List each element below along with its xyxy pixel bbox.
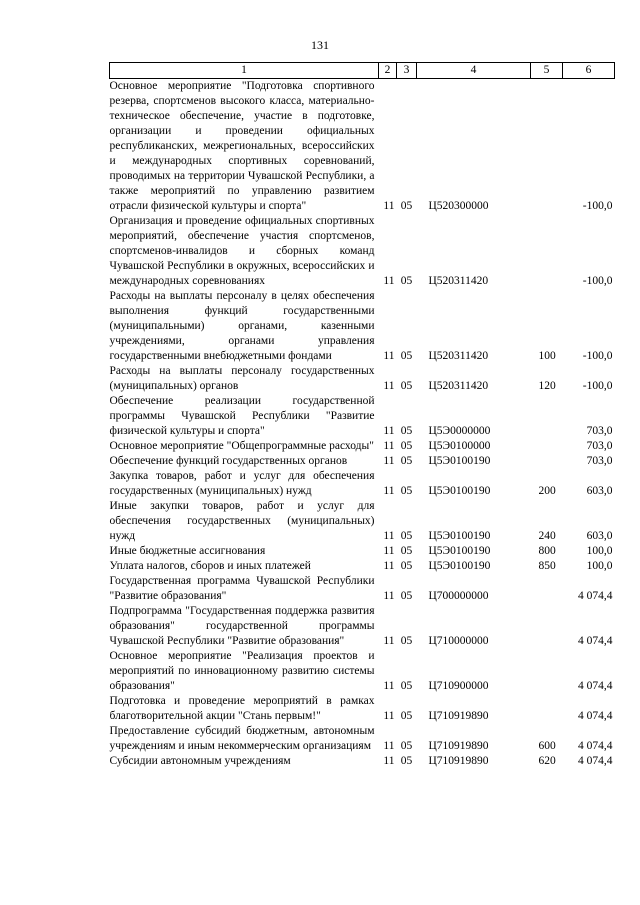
column-header-4: 4: [417, 63, 531, 79]
expense-type-code: 800: [538, 545, 556, 557]
amount: 603,0: [586, 485, 613, 497]
table-row: [110, 754, 615, 769]
budget-table: [109, 62, 615, 769]
row-description: Закупка товаров, работ и услуг для обеспечения государственных (муниципальных) нужд: [109, 470, 375, 497]
table-header: [110, 63, 615, 79]
amount: 4 074,4: [578, 680, 613, 692]
section-code: 11: [383, 485, 395, 497]
expense-type-code: [531, 394, 563, 439]
row-description: Предоставление субсидий бюджетным, автономным учреждениям и иным некоммерческим организациям: [109, 725, 375, 752]
row-description: Расходы на выплаты персоналу государственных (муниципальных) органов: [109, 365, 375, 392]
expense-type-code: [531, 694, 563, 724]
table-row: [110, 649, 615, 694]
target-article-code: Ц710919890: [428, 710, 489, 722]
amount: 100,0: [586, 560, 613, 572]
table-row: [110, 604, 615, 649]
section-code: 11: [383, 545, 395, 557]
row-description: Субсидии автономным учреждениям: [109, 755, 291, 767]
column-header-6: 6: [563, 63, 615, 79]
target-article-code: Ц520311420: [428, 380, 489, 392]
expense-type-code: 100: [538, 350, 556, 362]
target-article-code: Ц5Э0100190: [428, 455, 491, 467]
subsection-code: 05: [400, 740, 413, 752]
target-article-code: Ц520300000: [428, 200, 489, 212]
target-article-code: Ц5Э0100190: [428, 545, 491, 557]
subsection-code: 05: [400, 530, 413, 542]
target-article-code: Ц710919890: [428, 740, 489, 752]
expense-type-code: 200: [538, 485, 556, 497]
row-description: Уплата налогов, сборов и иных платежей: [109, 560, 311, 572]
section-code: 11: [383, 680, 395, 692]
expense-type-code: [531, 649, 563, 694]
section-code: 11: [383, 425, 395, 437]
table-row: [110, 214, 615, 289]
expense-type-code: 620: [538, 755, 556, 767]
subsection-code: 05: [400, 425, 413, 437]
column-header-3: 3: [397, 63, 417, 79]
amount: 703,0: [586, 425, 613, 437]
expense-type-code: 600: [538, 740, 556, 752]
expense-type-code: 120: [538, 380, 556, 392]
expense-type-code: [531, 604, 563, 649]
section-code: 11: [383, 380, 395, 392]
subsection-code: 05: [400, 455, 413, 467]
section-code: 11: [383, 530, 395, 542]
section-code: 11: [383, 560, 395, 572]
table-row: [110, 544, 615, 559]
subsection-code: 05: [400, 755, 413, 767]
row-description: Основное мероприятие "Реализация проектов и мероприятий по инновационному развитию системы образования": [109, 650, 375, 692]
target-article-code: Ц5Э0100190: [428, 530, 491, 542]
section-code: 11: [383, 740, 395, 752]
table-row: [110, 289, 615, 364]
section-code: 11: [383, 350, 395, 362]
section-code: 11: [383, 755, 395, 767]
subsection-code: 05: [400, 275, 413, 287]
target-article-code: Ц710919890: [428, 755, 489, 767]
subsection-code: 05: [400, 380, 413, 392]
subsection-code: 05: [400, 350, 413, 362]
amount: 603,0: [586, 530, 613, 542]
target-article-code: Ц5Э0100000: [428, 440, 491, 452]
amount: 703,0: [586, 455, 613, 467]
expense-type-code: [531, 454, 563, 469]
row-description: Иные бюджетные ассигнования: [109, 545, 266, 557]
expense-type-code: [531, 439, 563, 454]
table-row: [110, 724, 615, 754]
target-article-code: Ц5Э0100190: [428, 560, 491, 572]
subsection-code: 05: [400, 440, 413, 452]
expense-type-code: 850: [538, 560, 556, 572]
amount: 703,0: [586, 440, 613, 452]
table-row: [110, 469, 615, 499]
expense-type-code: [531, 79, 563, 215]
table-row: [110, 394, 615, 439]
target-article-code: Ц5Э0000000: [428, 425, 491, 437]
row-description: Основное мероприятие "Общепрограммные расходы": [109, 440, 374, 452]
table-row: [110, 559, 615, 574]
target-article-code: Ц710900000: [428, 680, 489, 692]
subsection-code: 05: [400, 590, 413, 602]
table-row: [110, 694, 615, 724]
amount: 4 074,4: [578, 740, 613, 752]
table-row: [110, 439, 615, 454]
table-row: [110, 499, 615, 544]
target-article-code: Ц520311420: [428, 275, 489, 287]
row-description: Государственная программа Чувашской Республики "Развитие образования": [109, 575, 375, 602]
table-body: [110, 79, 615, 770]
expense-type-code: 240: [538, 530, 556, 542]
row-description: Обеспечение реализации государственной программы Чувашской Республики "Развитие физической культуры и спорта": [109, 395, 375, 437]
amount: -100,0: [582, 350, 613, 362]
expense-type-code: [531, 574, 563, 604]
amount: 100,0: [586, 545, 613, 557]
section-code: 11: [383, 455, 395, 467]
column-header-2: 2: [379, 63, 397, 79]
column-header-1: 1: [110, 63, 379, 79]
amount: 4 074,4: [578, 590, 613, 602]
subsection-code: 05: [400, 560, 413, 572]
subsection-code: 05: [400, 635, 413, 647]
table-row: [110, 364, 615, 394]
row-description: Подпрограмма "Государственная поддержка развития образования" государственной программы Чувашской Республики "Развитие образования": [109, 605, 375, 647]
subsection-code: 05: [400, 680, 413, 692]
subsection-code: 05: [400, 200, 413, 212]
expense-type-code: [531, 214, 563, 289]
row-description: Подготовка и проведение мероприятий в рамках благотворительной акции "Стань первым!": [109, 695, 375, 722]
amount: 4 074,4: [578, 755, 613, 767]
column-header-5: 5: [531, 63, 563, 79]
amount: 4 074,4: [578, 635, 613, 647]
row-description: Обеспечение функций государственных органов: [109, 455, 348, 467]
amount: 4 074,4: [578, 710, 613, 722]
amount: -100,0: [582, 275, 613, 287]
section-code: 11: [383, 440, 395, 452]
table-row: [110, 574, 615, 604]
section-code: 11: [383, 635, 395, 647]
subsection-code: 05: [400, 545, 413, 557]
table-row: [110, 79, 615, 215]
subsection-code: 05: [400, 485, 413, 497]
table-row: [110, 454, 615, 469]
row-description: Организация и проведение официальных спортивных мероприятий, обеспечение участия спортсменов, спортсменов-инвалидов и сборных команд Чувашской Республики в окружных, всероссийских и международных соревнованиях: [109, 215, 375, 287]
target-article-code: Ц5Э0100190: [428, 485, 491, 497]
section-code: 11: [383, 200, 395, 212]
row-description: Иные закупки товаров, работ и услуг для обеспечения государственных (муниципальных) нужд: [109, 500, 375, 542]
target-article-code: Ц700000000: [428, 590, 489, 602]
section-code: 11: [383, 275, 395, 287]
page-number: 131: [311, 38, 329, 52]
section-code: 11: [383, 590, 395, 602]
subsection-code: 05: [400, 710, 413, 722]
amount: -100,0: [582, 380, 613, 392]
target-article-code: Ц520311420: [428, 350, 489, 362]
section-code: 11: [383, 710, 395, 722]
target-article-code: Ц710000000: [428, 635, 489, 647]
row-description: Расходы на выплаты персоналу в целях обеспечения выполнения функций государственными (муниципальными) органами, казенными учреждениями, органами управления государственными внебюджетными фондами: [109, 290, 375, 362]
row-description: Основное мероприятие "Подготовка спортивного резерва, спортсменов высокого класса, материально-техническое обеспечение, участие в подготовке, организации и проведении официальных республиканских, межрегиональных, всероссийских и международных спортивных соревнований, проводимых на территории Чувашской Республики, а также мероприятий по управлению развитием отрасли физической культуры и спорта": [109, 80, 375, 212]
amount: -100,0: [582, 200, 613, 212]
